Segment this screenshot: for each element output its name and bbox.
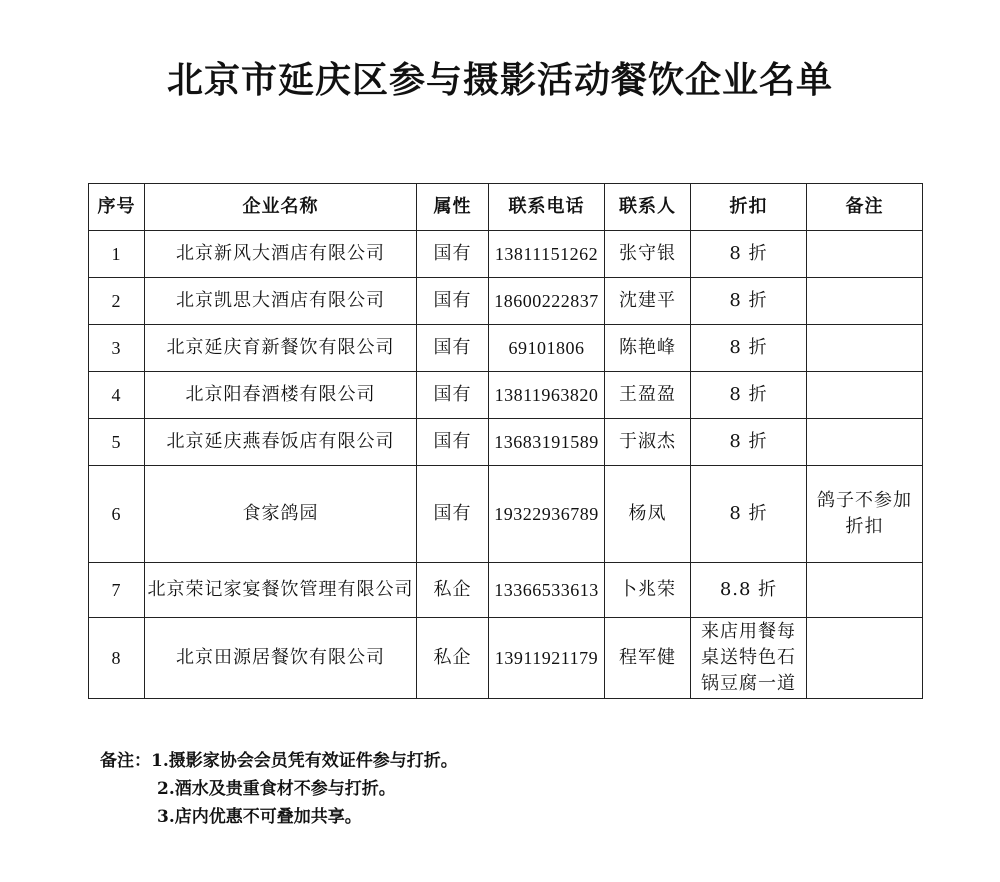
cell-phone: 19322936789	[489, 466, 605, 563]
cell-discount: 8.8 折	[691, 563, 807, 618]
cell-no: 8	[89, 618, 145, 699]
cell-name: 食家鸽园	[145, 466, 417, 563]
table-row	[89, 278, 923, 325]
cell-discount: 8 折	[691, 325, 807, 372]
notes-label: 备注：	[100, 751, 151, 771]
table-header-row	[89, 184, 923, 231]
cell-type: 私企	[417, 618, 489, 699]
note-line-2	[100, 775, 458, 803]
cell-no: 1	[89, 231, 145, 278]
cell-no: 5	[89, 419, 145, 466]
table-row	[89, 372, 923, 419]
cell-no: 3	[89, 325, 145, 372]
cell-contact: 王盈盈	[605, 372, 691, 419]
header-contact: 联系人	[605, 184, 691, 231]
cell-discount: 8 折	[691, 466, 807, 563]
table-row	[89, 419, 923, 466]
cell-discount: 来店用餐每桌送特色石锅豆腐一道	[691, 618, 807, 699]
cell-no: 2	[89, 278, 145, 325]
cell-no: 4	[89, 372, 145, 419]
header-name: 企业名称	[145, 184, 417, 231]
note-item: 1.摄影家协会会员凭有效证件参与打折。	[151, 751, 458, 771]
header-remark: 备注	[807, 184, 923, 231]
table-row	[89, 466, 923, 563]
cell-name: 北京延庆燕春饭店有限公司	[145, 419, 417, 466]
cell-type: 国有	[417, 231, 489, 278]
cell-no: 7	[89, 563, 145, 618]
cell-type: 国有	[417, 372, 489, 419]
cell-phone: 13683191589	[489, 419, 605, 466]
header-phone: 联系电话	[489, 184, 605, 231]
table-row	[89, 231, 923, 278]
cell-contact: 于淑杰	[605, 419, 691, 466]
note-item: 2.酒水及贵重食材不参与打折。	[157, 779, 396, 799]
cell-contact: 张守银	[605, 231, 691, 278]
cell-name: 北京凯思大酒店有限公司	[145, 278, 417, 325]
cell-contact: 陈艳峰	[605, 325, 691, 372]
cell-contact: 程军健	[605, 618, 691, 699]
cell-type: 国有	[417, 325, 489, 372]
note-line-1	[100, 747, 458, 775]
table-row	[89, 618, 923, 699]
header-no: 序号	[89, 184, 145, 231]
cell-type: 国有	[417, 419, 489, 466]
enterprise-table	[88, 183, 923, 699]
note-item: 3.店内优惠不可叠加共享。	[157, 807, 362, 827]
cell-name: 北京新风大酒店有限公司	[145, 231, 417, 278]
cell-phone: 13366533613	[489, 563, 605, 618]
cell-phone: 13911921179	[489, 618, 605, 699]
cell-contact: 沈建平	[605, 278, 691, 325]
page-title: 北京市延庆区参与摄影活动餐饮企业名单	[166, 59, 833, 101]
cell-discount: 8 折	[691, 419, 807, 466]
cell-remark	[807, 325, 923, 372]
cell-name: 北京田源居餐饮有限公司	[145, 618, 417, 699]
header-discount: 折扣	[691, 184, 807, 231]
cell-no: 6	[89, 466, 145, 563]
cell-name: 北京延庆育新餐饮有限公司	[145, 325, 417, 372]
cell-name: 北京荣记家宴餐饮管理有限公司	[145, 563, 417, 618]
cell-discount: 8 折	[691, 372, 807, 419]
cell-phone: 18600222837	[489, 278, 605, 325]
cell-contact: 杨凤	[605, 466, 691, 563]
cell-remark	[807, 278, 923, 325]
cell-remark	[807, 372, 923, 419]
cell-remark	[807, 563, 923, 618]
cell-discount: 8 折	[691, 231, 807, 278]
cell-type: 国有	[417, 278, 489, 325]
cell-contact: 卜兆荣	[605, 563, 691, 618]
cell-phone: 69101806	[489, 325, 605, 372]
cell-phone: 13811151262	[489, 231, 605, 278]
cell-discount: 8 折	[691, 278, 807, 325]
cell-remark	[807, 231, 923, 278]
cell-type: 私企	[417, 563, 489, 618]
table-row	[89, 325, 923, 372]
cell-remark	[807, 618, 923, 699]
header-type: 属性	[417, 184, 489, 231]
cell-phone: 13811963820	[489, 372, 605, 419]
cell-remark	[807, 419, 923, 466]
notes-section	[100, 747, 458, 831]
cell-name: 北京阳春酒楼有限公司	[145, 372, 417, 419]
table-row	[89, 563, 923, 618]
note-line-3	[100, 803, 458, 831]
cell-type: 国有	[417, 466, 489, 563]
cell-remark: 鸽子不参加折扣	[807, 466, 923, 563]
